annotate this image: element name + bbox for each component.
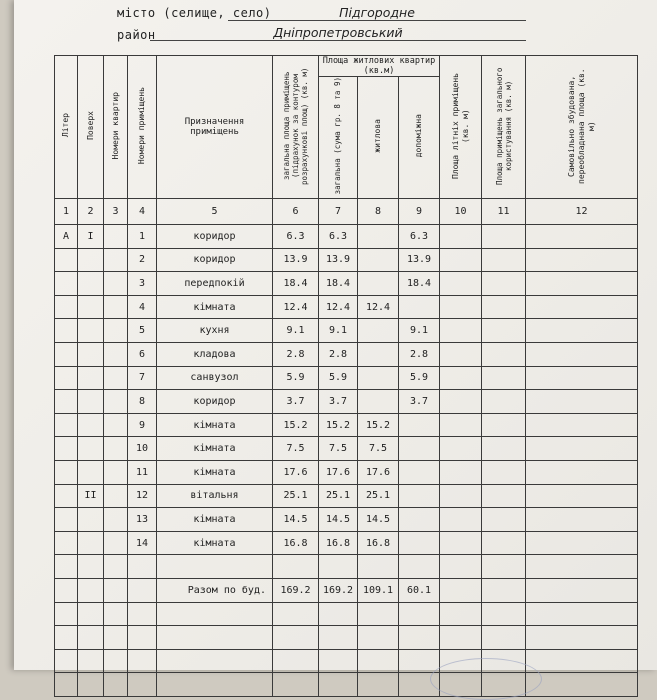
unauthorized-area-cell [526,342,638,366]
header-floors: Поверх [78,56,104,199]
unauthorized-area-cell [526,272,638,296]
summer-area-cell [440,437,482,461]
table-row [55,413,638,437]
living-total-cell [319,555,358,579]
unauthorized-area-cell [526,366,638,390]
header-summer-area: Площа літніх приміщень (кв. м) [440,56,482,199]
common-area-cell [482,602,526,626]
common-area-cell [482,295,526,319]
apartment-cell [104,295,128,319]
liter-cell [55,342,78,366]
liter-cell [55,319,78,343]
liter-cell [55,413,78,437]
header-living-area-group: Площа житлових квартир (кв.м) [319,56,440,77]
room-number-cell: 3 [128,272,157,296]
col-num-8: 8 [358,199,399,225]
common-area-cell [482,531,526,555]
total-area-cell: 14.5 [273,508,319,532]
auxiliary-area-cell: 3.7 [399,390,440,414]
purpose-cell: кімната [157,460,273,484]
floor-cell [78,531,104,555]
table-row [55,602,638,626]
purpose-cell: кухня [157,319,273,343]
living-area-cell [358,390,399,414]
floor-cell: I [78,225,104,249]
col-num-4: 4 [128,199,157,225]
room-number-cell: 5 [128,319,157,343]
floor-cell [78,602,104,626]
floor-cell [78,295,104,319]
auxiliary-area-cell: 5.9 [399,366,440,390]
unauthorized-area-cell [526,437,638,461]
header-auxiliary: допоміжна [399,77,440,199]
apartment-cell [104,319,128,343]
living-area-cell [358,225,399,249]
living-area-cell: 12.4 [358,295,399,319]
living-area-cell: 17.6 [358,460,399,484]
floor-cell [78,366,104,390]
header-living-total: загальна (сума гр. 8 та 9) [319,77,358,199]
liter-cell [55,649,78,673]
living-total-cell [319,602,358,626]
settlement-label: місто (селище, село) [117,6,272,20]
table-row [55,460,638,484]
liter-cell [55,484,78,508]
summer-area-cell [440,413,482,437]
summer-area-cell [440,272,482,296]
auxiliary-area-cell: 18.4 [399,272,440,296]
auxiliary-area-cell: 6.3 [399,225,440,249]
liter-cell [55,295,78,319]
purpose-cell: коридор [157,248,273,272]
summer-area-cell [440,555,482,579]
district-label: район [117,28,156,42]
auxiliary-area-cell [399,649,440,673]
living-area-cell [358,272,399,296]
summer-area-cell [440,626,482,650]
floor-cell [78,555,104,579]
floor-cell [78,248,104,272]
common-area-cell [482,319,526,343]
auxiliary-area-cell [399,531,440,555]
total-area-cell [273,626,319,650]
living-total-cell: 2.8 [319,342,358,366]
apartment-cell [104,531,128,555]
column-number-row [55,199,638,225]
col-num-12: 12 [526,199,638,225]
room-number-cell: 4 [128,295,157,319]
apartment-cell [104,272,128,296]
apartment-cell [104,437,128,461]
floor-cell [78,460,104,484]
room-number-cell: 9 [128,413,157,437]
total-area-cell: 9.1 [273,319,319,343]
unauthorized-area-cell [526,484,638,508]
table-row [55,295,638,319]
auxiliary-area-cell [399,508,440,532]
living-area-cell: 16.8 [358,531,399,555]
apartment-cell [104,649,128,673]
summer-area-cell [440,342,482,366]
total-area-cell: 13.9 [273,248,319,272]
purpose-cell: санвузол [157,366,273,390]
auxiliary-area-cell [399,484,440,508]
liter-cell [55,602,78,626]
total-area-cell: 12.4 [273,295,319,319]
summer-area-cell [440,366,482,390]
purpose-cell: кімната [157,413,273,437]
total-area-cell: 15.2 [273,413,319,437]
apartment-cell [104,342,128,366]
table-row [55,272,638,296]
common-area-cell [482,626,526,650]
living-total-cell: 7.5 [319,437,358,461]
liter-cell [55,248,78,272]
room-number-cell: 1 [128,225,157,249]
total-area-cell: 18.4 [273,272,319,296]
summer-area-cell [440,295,482,319]
room-number-cell: 12 [128,484,157,508]
table-row [55,390,638,414]
room-number-cell [128,626,157,650]
room-number-cell: 7 [128,366,157,390]
apartment-cell [104,390,128,414]
summer-area-cell [440,225,482,249]
total-area-cell: 7.5 [273,437,319,461]
common-area-cell [482,390,526,414]
room-number-cell: 14 [128,531,157,555]
living-total-cell: 5.9 [319,366,358,390]
summer-area-cell [440,248,482,272]
living-total-cell: 17.6 [319,460,358,484]
living-total-cell: 14.5 [319,508,358,532]
common-area-cell [482,555,526,579]
purpose-cell: передпокій [157,272,273,296]
liter-cell [55,366,78,390]
purpose-cell: Разом по буд. [157,578,273,602]
floor-cell [78,390,104,414]
settlement-rule [228,20,526,21]
col-num-11: 11 [482,199,526,225]
living-total-cell [319,649,358,673]
apartment-cell [104,602,128,626]
living-total-cell: 169.2 [319,578,358,602]
floor-cell [78,578,104,602]
auxiliary-area-cell [399,295,440,319]
common-area-cell [482,366,526,390]
room-number-cell [128,602,157,626]
summer-area-cell [440,319,482,343]
col-num-10: 10 [440,199,482,225]
liter-cell [55,272,78,296]
unauthorized-area-cell [526,413,638,437]
purpose-cell: кімната [157,295,273,319]
living-total-cell: 13.9 [319,248,358,272]
unauthorized-area-cell [526,295,638,319]
header-living: житлова [358,77,399,199]
liter-cell [55,531,78,555]
total-area-cell: 25.1 [273,484,319,508]
settlement-value: Підгородне [339,5,415,20]
unauthorized-area-cell [526,390,638,414]
apartment-cell [104,673,128,697]
stamp [430,658,542,700]
floor-cell [78,673,104,697]
col-num-3: 3 [104,199,128,225]
living-area-cell: 14.5 [358,508,399,532]
room-number-cell: 10 [128,437,157,461]
liter-cell [55,578,78,602]
floor-cell [78,413,104,437]
header-total-area: загальна площа приміщень (підрахунок за контуром розрахункові площ) (кв. м) [273,56,319,199]
living-area-cell: 7.5 [358,437,399,461]
table-row [55,531,638,555]
liter-cell [55,626,78,650]
liter-cell [55,555,78,579]
header-liter: Літер [55,56,78,199]
living-area-cell [358,248,399,272]
living-area-cell [358,555,399,579]
auxiliary-area-cell: 13.9 [399,248,440,272]
auxiliary-area-cell: 60.1 [399,578,440,602]
living-total-cell: 3.7 [319,390,358,414]
purpose-cell: вітальня [157,484,273,508]
common-area-cell [482,413,526,437]
auxiliary-area-cell [399,460,440,484]
table-row [55,342,638,366]
purpose-cell: кімната [157,531,273,555]
room-number-cell: 8 [128,390,157,414]
table-row [55,555,638,579]
living-area-cell [358,626,399,650]
table-row [55,649,638,673]
room-number-cell: 13 [128,508,157,532]
purpose-cell: коридор [157,225,273,249]
room-number-cell [128,555,157,579]
total-area-cell [273,649,319,673]
unauthorized-area-cell [526,602,638,626]
floor-cell [78,626,104,650]
total-area-cell: 17.6 [273,460,319,484]
unauthorized-area-cell [526,555,638,579]
purpose-cell: кімната [157,437,273,461]
unauthorized-area-cell [526,649,638,673]
apartment-cell [104,225,128,249]
total-area-cell: 6.3 [273,225,319,249]
living-area-cell [358,602,399,626]
living-total-cell [319,626,358,650]
table-row [55,626,638,650]
auxiliary-area-cell: 2.8 [399,342,440,366]
living-total-cell: 9.1 [319,319,358,343]
unauthorized-area-cell [526,508,638,532]
liter-cell [55,673,78,697]
header-apartment-numbers: Номери квартир [104,56,128,199]
table-row [55,248,638,272]
unauthorized-area-cell [526,531,638,555]
living-total-cell: 6.3 [319,225,358,249]
liter-cell [55,508,78,532]
common-area-cell [482,272,526,296]
floor-cell [78,342,104,366]
common-area-cell [482,437,526,461]
unauthorized-area-cell [526,578,638,602]
room-number-cell: 6 [128,342,157,366]
auxiliary-area-cell [399,602,440,626]
auxiliary-area-cell [399,626,440,650]
room-number-cell [128,673,157,697]
total-area-cell [273,555,319,579]
header-purpose: Призначення приміщень [157,56,273,199]
common-area-cell [482,460,526,484]
table-row [55,484,638,508]
summer-area-cell [440,460,482,484]
living-total-cell: 15.2 [319,413,358,437]
unauthorized-area-cell [526,460,638,484]
col-num-6: 6 [273,199,319,225]
living-total-cell: 18.4 [319,272,358,296]
living-total-cell: 16.8 [319,531,358,555]
col-num-1: 1 [55,199,78,225]
liter-cell [55,437,78,461]
common-area-cell [482,578,526,602]
living-area-cell [358,319,399,343]
header-room-numbers: Номери приміщень [128,56,157,199]
auxiliary-area-cell [399,555,440,579]
purpose-cell [157,673,273,697]
table-row [55,366,638,390]
total-row [55,578,638,602]
common-area-cell [482,248,526,272]
col-num-5: 5 [157,199,273,225]
floor-cell [78,437,104,461]
room-number-cell: 11 [128,460,157,484]
apartment-cell [104,508,128,532]
total-area-cell: 5.9 [273,366,319,390]
liter-cell [55,390,78,414]
total-area-cell [273,673,319,697]
premises-table [54,55,638,697]
auxiliary-area-cell [399,437,440,461]
purpose-cell [157,649,273,673]
total-area-cell: 169.2 [273,578,319,602]
col-num-2: 2 [78,199,104,225]
table-row [55,673,638,697]
total-area-cell: 2.8 [273,342,319,366]
apartment-cell [104,555,128,579]
common-area-cell [482,342,526,366]
summer-area-cell [440,508,482,532]
district-rule [150,40,526,41]
table-row [55,319,638,343]
header-unauthorized-area: Самовільно збудована, переобладнана площа (кв. м) [526,56,638,199]
summer-area-cell [440,531,482,555]
summer-area-cell [440,602,482,626]
unauthorized-area-cell [526,248,638,272]
living-total-cell: 25.1 [319,484,358,508]
floor-cell: II [78,484,104,508]
common-area-cell [482,484,526,508]
apartment-cell [104,578,128,602]
apartment-cell [104,626,128,650]
room-number-cell [128,649,157,673]
total-area-cell: 3.7 [273,390,319,414]
purpose-cell [157,555,273,579]
apartment-cell [104,484,128,508]
auxiliary-area-cell [399,413,440,437]
table-row [55,437,638,461]
floor-cell [78,508,104,532]
purpose-cell: кімната [157,508,273,532]
table-row [55,508,638,532]
liter-cell: А [55,225,78,249]
living-area-cell [358,649,399,673]
summer-area-cell [440,578,482,602]
living-area-cell: 109.1 [358,578,399,602]
common-area-cell [482,508,526,532]
living-area-cell: 15.2 [358,413,399,437]
summer-area-cell [440,390,482,414]
total-area-cell [273,602,319,626]
purpose-cell: коридор [157,390,273,414]
living-total-cell: 12.4 [319,295,358,319]
apartment-cell [104,460,128,484]
living-area-cell: 25.1 [358,484,399,508]
col-num-7: 7 [319,199,358,225]
liter-cell [55,460,78,484]
unauthorized-area-cell [526,626,638,650]
living-area-cell [358,673,399,697]
unauthorized-area-cell [526,225,638,249]
unauthorized-area-cell [526,673,638,697]
living-area-cell [358,366,399,390]
district-value: Дніпропетровський [273,25,403,40]
apartment-cell [104,366,128,390]
purpose-cell [157,626,273,650]
common-area-cell [482,225,526,249]
room-number-cell: 2 [128,248,157,272]
apartment-cell [104,413,128,437]
floor-cell [78,319,104,343]
floor-cell [78,272,104,296]
purpose-cell: кладова [157,342,273,366]
apartment-cell [104,248,128,272]
table-row [55,225,638,249]
summer-area-cell [440,484,482,508]
unauthorized-area-cell [526,319,638,343]
purpose-cell [157,602,273,626]
auxiliary-area-cell: 9.1 [399,319,440,343]
header-common-area: Площа приміщень загального користування (кв. м) [482,56,526,199]
total-area-cell: 16.8 [273,531,319,555]
room-number-cell [128,578,157,602]
living-area-cell [358,342,399,366]
col-num-9: 9 [399,199,440,225]
floor-cell [78,649,104,673]
living-total-cell [319,673,358,697]
